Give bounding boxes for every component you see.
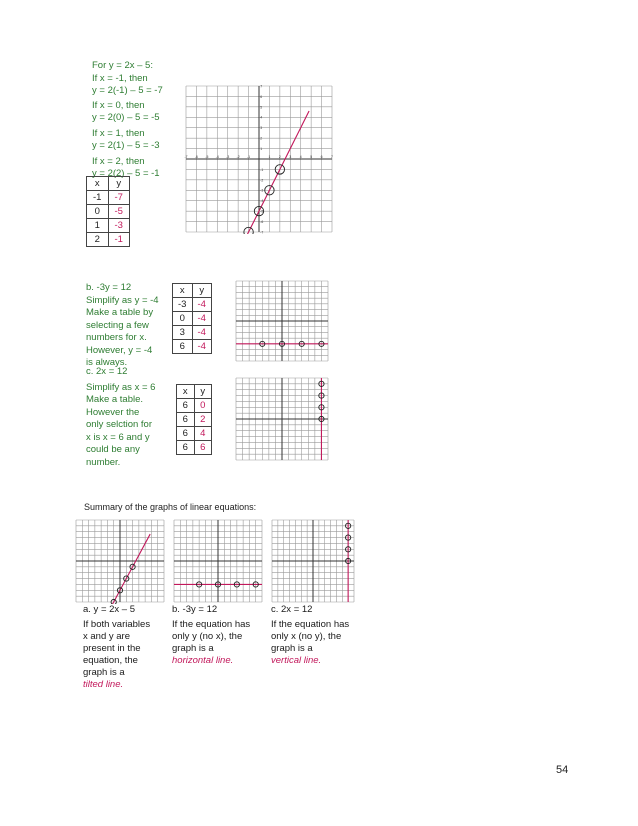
y-tick-label: 5 [260,105,263,110]
y-tick-label: -6 [260,219,264,224]
table-cell-x: 6 [177,399,195,413]
x-tick-label: 6 [320,154,323,159]
table-cell-y: -4 [192,312,212,326]
x-tick-label: 4 [299,154,302,159]
summary-label: b. -3y = 12 [172,604,218,615]
plot-line [245,111,309,234]
summary-graph-c [270,518,356,604]
summary-emphasis: horizontal line. [172,655,234,666]
step-line: Simplify as y = -4 [86,294,159,306]
summary-text: If the equation has [172,619,251,630]
table-cell-x: -1 [87,191,109,205]
table-cell-y: -7 [108,191,130,205]
table-cell-y: -4 [192,340,212,354]
table-cell-x: 2 [87,233,109,247]
summary-text: only y (no x), the [172,631,243,642]
table-header-y: y [108,177,130,191]
y-tick-label: -5 [260,209,264,214]
step-line: If x = 2, then [92,155,145,167]
summary-title: Summary of the graphs of linear equations: [84,502,257,512]
step-line: y = 2(1) – 5 = -3 [92,140,160,151]
y-tick-label: 7 [260,84,263,89]
step-line: number. [86,456,121,468]
summary-col-c [271,604,363,667]
y-tick-label: 4 [260,115,263,120]
step-line: y = 2(0) – 5 = -5 [92,112,160,123]
table-cell-y: -4 [192,326,212,340]
step-line: If x = 1, then [92,127,145,139]
step-line: If x = 0, then [92,99,145,111]
x-tick-label: 7 [331,154,333,159]
x-tick-label: 3 [289,154,292,159]
table-cell-x: 0 [87,205,109,219]
y-tick-label: -2 [260,178,264,183]
table-header-y: y [194,385,212,399]
graph-a [184,84,334,234]
summary-text: If both variables [83,619,151,630]
section-b-steps [86,282,159,370]
summary-graph-b [172,518,264,604]
summary-text: graph is a [172,643,214,654]
table-header-y: y [192,284,212,298]
step-line: only selction for [86,419,153,430]
summary-graph-a [74,518,166,604]
table-cell-y: -4 [192,298,212,312]
summary-label: a. y = 2x – 5 [83,604,136,615]
step-line: Make a table. [86,394,144,405]
table-cell-y: -1 [108,233,130,247]
summary-text: If the equation has [271,619,350,630]
step-line: y = 2(-1) – 5 = -7 [92,85,163,96]
table-cell-y: 4 [194,427,212,441]
table-header-x: x [173,284,193,298]
table-a [86,176,130,247]
summary-label: c. 2x = 12 [271,604,313,615]
table-cell-y: 0 [194,399,212,413]
summary-col-a [83,604,171,691]
step-line: could be any [86,444,140,455]
summary-text: present in the [83,643,141,654]
summary-emphasis: tilted line. [83,679,124,690]
x-tick-label: 5 [310,154,313,159]
table-cell-x: 3 [173,326,193,340]
summary-text: x and y are [83,631,130,642]
step-line: selecting a few [86,319,149,331]
section-c-steps [86,366,155,469]
x-tick-label: -6 [194,154,198,159]
step-line: For y = 2x – 5: [92,60,153,71]
summary-text: graph is a [83,667,125,678]
step-line: If x = -1, then [92,72,148,84]
table-cell-x: -3 [173,298,193,312]
table-c [176,384,212,455]
summary-col-b [172,604,264,667]
x-tick-label: -2 [236,154,240,159]
table-cell-x: 6 [173,340,193,354]
graph-c [234,376,330,462]
graph-b [234,279,330,363]
step-line: Make a table by [86,307,154,318]
table-cell-x: 0 [173,312,193,326]
y-tick-label: 2 [260,136,263,141]
table-cell-x: 6 [177,413,195,427]
page-number: 54 [556,764,569,776]
y-tick-label: -1 [260,167,264,172]
table-b [172,283,212,354]
summary-text: graph is a [271,643,313,654]
summary-text: only x (no y), the [271,631,342,642]
section-a-steps [92,60,163,181]
table-cell-y: 2 [194,413,212,427]
step-line: Simplify as x = 6 [86,381,156,393]
x-tick-label: 1 [268,154,271,159]
step-line: is always. [86,357,128,368]
step-line: b. -3y = 12 [86,282,132,293]
summary-emphasis: vertical line. [271,655,322,666]
x-tick-label: -1 [247,154,251,159]
y-tick-label: -7 [260,230,264,234]
table-cell-y: 6 [194,441,212,455]
summary-text: equation, the [83,655,138,666]
table-header-x: x [177,385,195,399]
x-tick-label: -3 [226,154,230,159]
table-header-x: x [87,177,109,191]
step-line: However, y = -4 [86,344,153,356]
step-line: c. 2x = 12 [86,366,128,377]
table-cell-x: 6 [177,427,195,441]
step-line: y = 2(2) – 5 = -1 [92,168,160,179]
step-line: numbers for x. [86,332,147,343]
step-line: x is x = 6 and y [86,431,150,443]
table-cell-y: -5 [108,205,130,219]
y-tick-label: 1 [260,146,263,151]
y-tick-label: -3 [260,188,264,193]
x-tick-label: -7 [184,154,188,159]
table-cell-x: 6 [177,441,195,455]
x-tick-label: -4 [215,154,219,159]
step-line: However the [86,406,140,418]
y-tick-label: -4 [260,199,264,204]
y-tick-label: 6 [260,94,263,99]
y-tick-label: 3 [260,126,263,131]
x-tick-label: 2 [278,154,281,159]
table-cell-x: 1 [87,219,109,233]
table-cell-y: -3 [108,219,130,233]
x-tick-label: -5 [205,154,209,159]
